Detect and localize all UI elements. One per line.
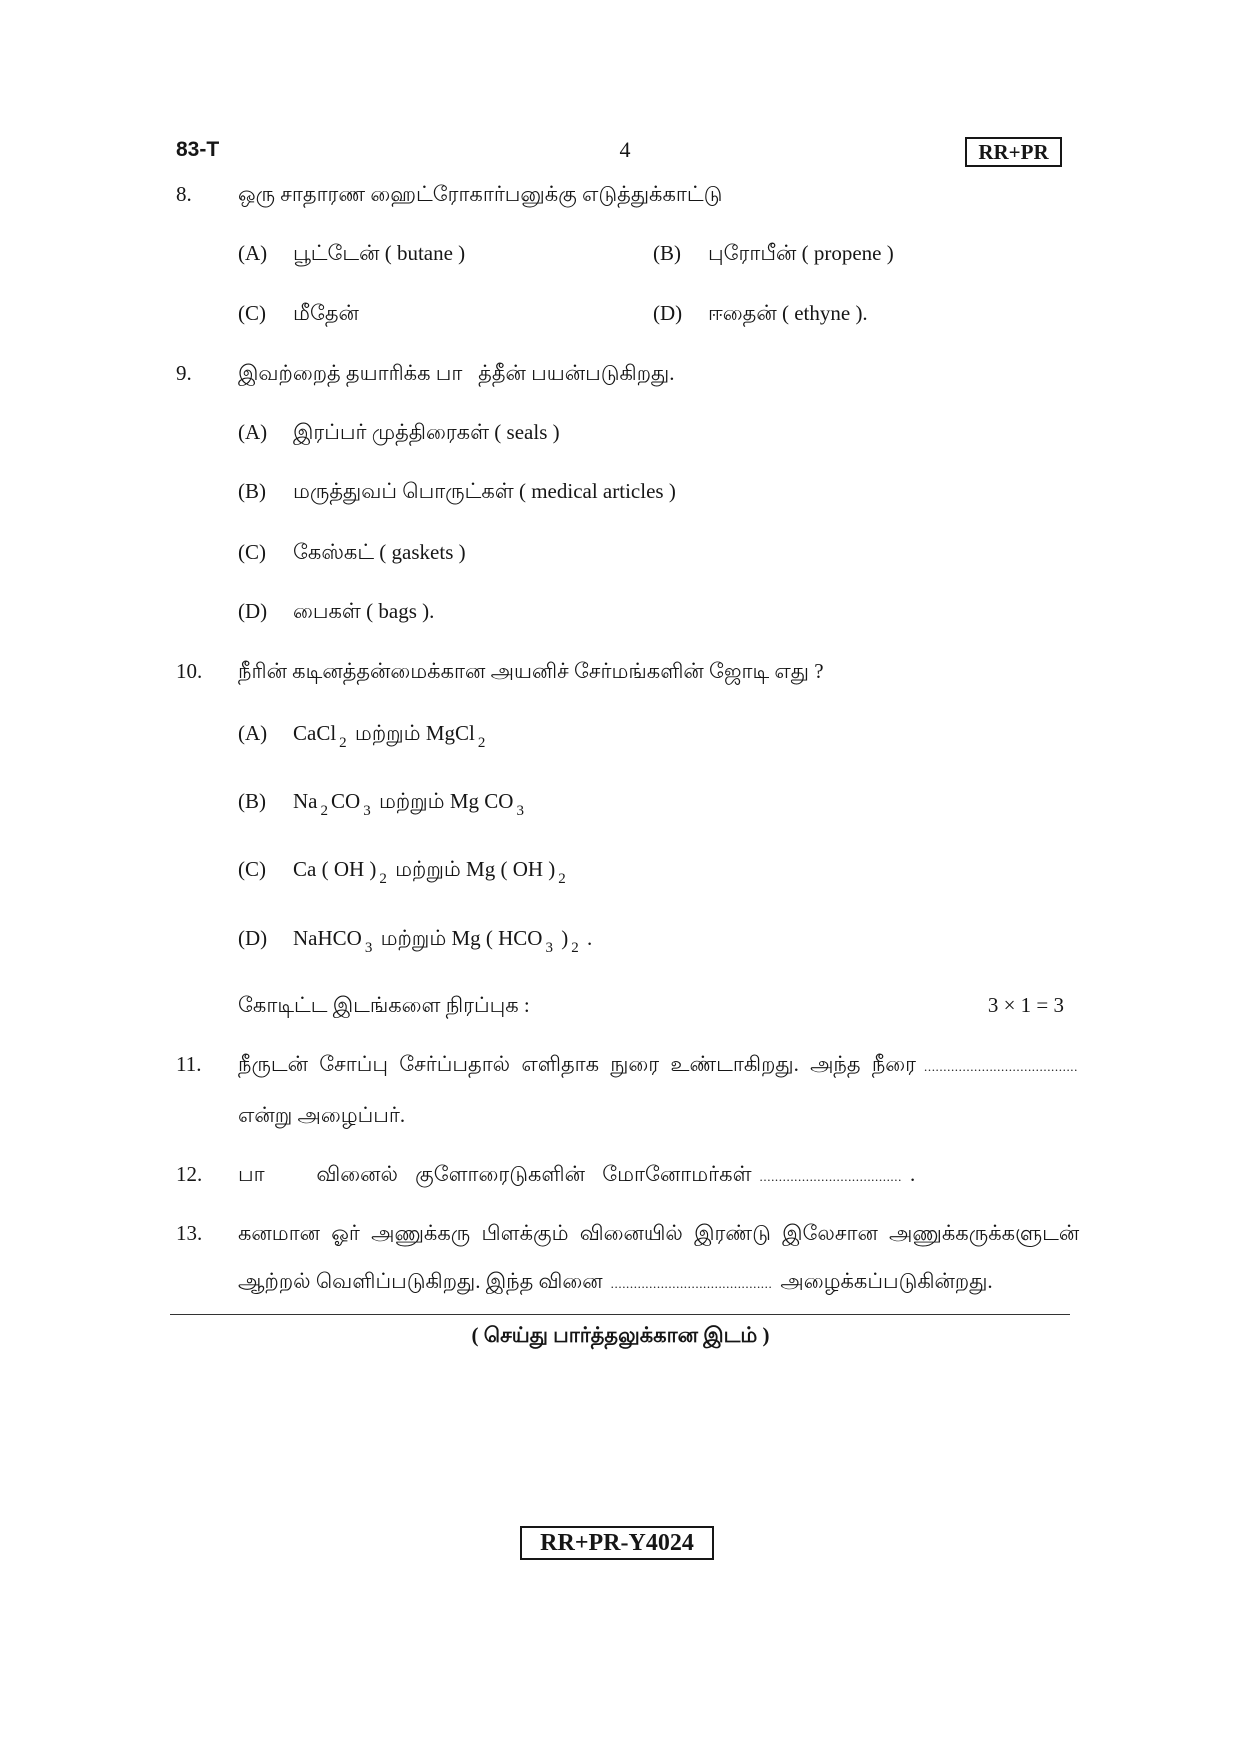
question-10: [176, 656, 1064, 686]
option-label-b: (B): [238, 479, 266, 503]
option-formula-d: [293, 923, 593, 956]
option-text-d: பைகள் ( bags ).: [293, 599, 435, 623]
question-13-continued: [238, 1266, 1064, 1296]
answer-blank: ........................................: [924, 1059, 1078, 1074]
option-text-a: பூட்டேன் ( butane ): [293, 241, 466, 265]
option-label-d: (D): [238, 926, 268, 950]
question-text: ஒரு சாதாரண ஹைட்ரோகார்பனுக்கு எடுத்துக்காட்டு: [238, 182, 723, 206]
question-9-option-b: [238, 476, 1064, 506]
page-number: 4: [619, 137, 631, 162]
option-text-b: புரோபீன் ( propene ): [708, 241, 894, 265]
rough-work-label: ( செய்து பார்த்தலுக்கான இடம் ): [471, 1323, 770, 1347]
option-formula-a: [293, 718, 488, 751]
formula-text: மற்றும் Mg ( OH ): [389, 857, 556, 881]
question-9-option-c: [238, 537, 1064, 567]
option-text-a: இரப்பர் முத்திரைகள் ( seals ): [293, 420, 560, 444]
question-text: [238, 1049, 1086, 1082]
question-9: [176, 358, 1064, 388]
formula-subscript: 2: [320, 803, 328, 819]
question-text-line-2: என்று அழைப்பர்.: [238, 1103, 406, 1127]
formula-subscript: 2: [339, 735, 347, 751]
question-11-continued: [238, 1100, 1064, 1130]
question-text-end: .: [909, 1162, 916, 1186]
formula-subscript: 3: [364, 940, 373, 956]
divider-line: [170, 1314, 1070, 1315]
option-label-c: (C): [238, 857, 266, 881]
option-text-c: மீதேன்: [293, 301, 359, 325]
formula-text: மற்றும் MgCl: [349, 721, 475, 745]
question-text-line-1: நீருடன் சோப்பு சேர்ப்பதால் எளிதாக நுரை உண்டாகிறது. அந்த நீரை: [238, 1052, 916, 1076]
option-label-b: (B): [653, 241, 681, 265]
question-8-options-row-2: [238, 298, 1064, 328]
series-code-box: RR+PR: [965, 137, 1062, 167]
question-number: 10.: [176, 659, 203, 683]
fill-in-section-heading: [238, 990, 1064, 1020]
question-text: நீரின் கடினத்தன்மைக்கான அயனிச் சேர்மங்களின் ஜோடி எது ?: [238, 659, 824, 683]
formula-text: Ca ( OH ): [293, 857, 377, 881]
question-number: 9.: [176, 361, 192, 385]
option-label-a: (A): [238, 241, 268, 265]
option-formula-b: [293, 786, 527, 819]
footer-series-code: RR+PR-Y4024: [520, 1526, 714, 1560]
question-text-line-1: கனமான ஓர் அணுக்கரு பிளக்கும் வினையில் இரண்டு இலேசான அணுக்கருக்களுடன்: [238, 1221, 1080, 1245]
question-9-option-d: [238, 596, 1064, 626]
option-label-b: (B): [238, 789, 266, 813]
question-9-option-a: [238, 417, 1064, 447]
option-label-c: (C): [238, 540, 266, 564]
question-8-options-row-1: [238, 238, 1064, 268]
formula-subscript: 3: [516, 803, 524, 819]
formula-subscript: 2: [558, 871, 566, 887]
answer-blank: ..........................................: [610, 1276, 773, 1291]
option-text-d: ஈதைன் ( ethyne ).: [708, 301, 868, 325]
section-marks: 3 × 1 = 3: [987, 993, 1064, 1017]
question-text: இவற்றைத் தயாரிக்க பா த்தீன் பயன்படுகிறது.: [238, 361, 675, 385]
question-10-option-c: [238, 854, 1064, 887]
question-8: [176, 179, 1064, 209]
question-text-body: பா வினைல் குளோரைடுகளின் மோனோமர்கள்: [238, 1162, 752, 1186]
option-text-b: மருத்துவப் பொருட்கள் ( medical articles ): [293, 479, 676, 503]
question-10-option-a: [238, 718, 1064, 751]
formula-subscript: 2: [571, 940, 579, 956]
question-number: 11.: [176, 1052, 202, 1076]
formula-text: .: [581, 926, 593, 950]
formula-subscript: 2: [379, 871, 387, 887]
question-number: 8.: [176, 182, 192, 206]
question-text-before-blank: ஆற்றல் வெளிப்படுகிறது. இந்த வினை: [238, 1269, 603, 1293]
option-formula-c: [293, 854, 569, 887]
formula-subscript: 2: [477, 735, 486, 751]
option-label-c: (C): [238, 301, 266, 325]
option-label-d: (D): [653, 301, 683, 325]
question-number: 12.: [176, 1162, 203, 1186]
paper-code: 83-T: [176, 138, 220, 161]
answer-blank: .....................................: [759, 1169, 902, 1184]
formula-text: CaCl: [293, 721, 337, 745]
formula-subscript: 3: [545, 940, 553, 956]
option-text-c: கேஸ்கட் ( gaskets ): [293, 540, 466, 564]
formula-text: CO: [331, 789, 361, 813]
option-b: [653, 238, 1064, 268]
option-d: [653, 298, 1064, 328]
formula-text: மற்றும் Mg CO: [373, 789, 514, 813]
question-12: [176, 1159, 1064, 1189]
formula-text: NaHCO: [293, 926, 362, 950]
formula-text: Na: [293, 789, 318, 813]
question-text: [238, 1159, 915, 1192]
question-13: [176, 1218, 1080, 1248]
fill-in-instruction: கோடிட்ட இடங்களை நிரப்புக :: [238, 993, 530, 1017]
question-text-after-blank: அழைக்கப்படுகின்றது.: [780, 1269, 993, 1293]
option-label-a: (A): [238, 721, 268, 745]
option-label-d: (D): [238, 599, 268, 623]
question-10-option-b: [238, 786, 1064, 819]
question-number: 13.: [176, 1221, 203, 1245]
formula-text: ): [555, 926, 569, 950]
option-label-a: (A): [238, 420, 268, 444]
question-11: [176, 1049, 1078, 1079]
formula-subscript: 3: [363, 803, 371, 819]
question-10-option-d: [238, 923, 1064, 956]
formula-text: மற்றும் Mg ( HCO: [375, 926, 543, 950]
